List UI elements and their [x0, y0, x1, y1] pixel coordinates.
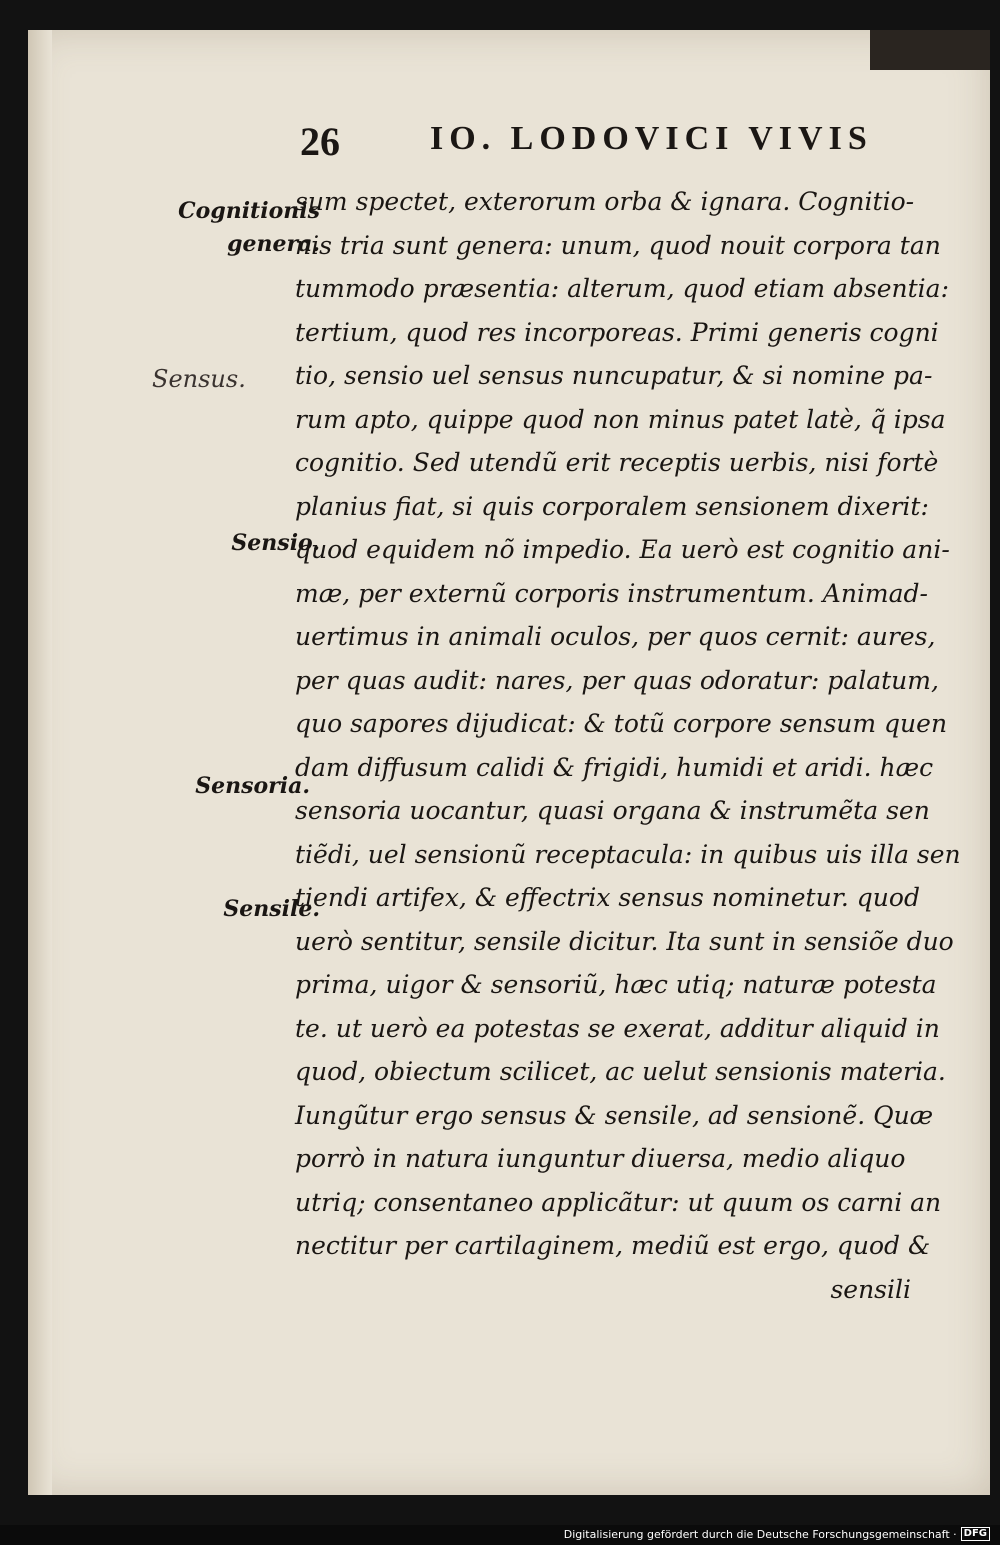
text-line: per quas audit: nares, per quas odoratur: palatum,	[295, 665, 939, 695]
catchword: sensili	[830, 1274, 911, 1304]
running-title: IO. LODOVICI VIVIS	[430, 120, 873, 157]
text-line: tertium, quod res incorporeas. Primi generis cogni	[295, 317, 939, 347]
margin-note-sensile: Sensile.	[223, 896, 320, 922]
text-line: utriq; consentaneo applicãtur: ut quum os carni an	[295, 1187, 942, 1217]
text-line: tiẽdi, uel sensionũ receptacula: in quibus uis illa sen	[295, 839, 961, 869]
page-header	[290, 118, 890, 168]
body-text	[295, 180, 961, 1311]
text-line: Iungũtur ergo sensus & sensile, ad sensionẽ. Quæ	[295, 1100, 934, 1130]
dfg-logo: DFG	[961, 1527, 990, 1541]
text-line: quo sapores dijudicat: & totũ corpore sensum quen	[295, 709, 948, 738]
text-line: tio, sensio uel sensus nuncupatur, & si nomine pa-	[295, 361, 933, 390]
page-number: 26	[300, 119, 340, 164]
text-line: quod, obiectum scilicet, ac uelut sensionis materia.	[295, 1057, 946, 1086]
digitization-footer	[564, 1525, 990, 1543]
text-line: porrò in natura iunguntur diuersa, medio aliquo	[295, 1144, 906, 1173]
text-line: tiendi artifex, & effectrix sensus nominetur. quod	[295, 883, 920, 912]
text-line: quod equidem nõ impedio. Ea uerò est cognitio ani-	[295, 535, 950, 564]
page-corner-shadow	[870, 30, 990, 70]
text-line: planius fiat, si quis corporalem sensionem dixerit:	[295, 491, 929, 521]
page-gutter-edge	[28, 30, 52, 1495]
text-line: uertimus in animali oculos, per quos cernit: aures,	[295, 622, 936, 651]
text-line: rum apto, quippe quod non minus patet latè, q̃ ipsa	[295, 404, 946, 434]
text-line: sum spectet, exterorum orba & ignara. Cognitio-	[295, 187, 915, 216]
margin-note-cognitionis: Cognitionis	[178, 198, 320, 224]
text-line: mæ, per externũ corporis instrumentum. Animad-	[295, 578, 928, 608]
margin-note-genera: genera.	[227, 231, 320, 257]
text-line: cognitio. Sed utendũ erit receptis uerbis, nisi fortè	[295, 448, 939, 477]
text-line: nectitur per cartilaginem, mediũ est ergo, quod &	[295, 1231, 931, 1260]
footer-credit: Digitalisierung gefördert durch die Deutsche Forschungsgemeinschaft ·	[563, 1527, 957, 1541]
text-line: te. ut uerò ea potestas se exerat, additur aliquid in	[295, 1013, 940, 1043]
text-line: dam diffusum calidi & frigidi, humidi et aridi. hæc	[295, 752, 934, 782]
margin-note-sensoria: Sensoria.	[195, 773, 310, 799]
text-line: tummodo præsentia: alterum, quod etiam absentia:	[295, 274, 950, 303]
text-line: uerò sentitur, sensile dicitur. Ita sunt in sensiõe duo	[295, 926, 954, 956]
handwritten-margin-note: Sensus.	[152, 365, 246, 393]
text-line: prima, uigor & sensoriũ, hæc utiq; naturæ potesta	[295, 970, 937, 999]
text-line: sensoria uocantur, quasi organa & instrumẽta sen	[295, 796, 930, 825]
text-line: nis tria sunt genera: unum, quod nouit corpora tan	[295, 230, 941, 260]
margin-note-sensio: Sensio.	[231, 530, 320, 556]
